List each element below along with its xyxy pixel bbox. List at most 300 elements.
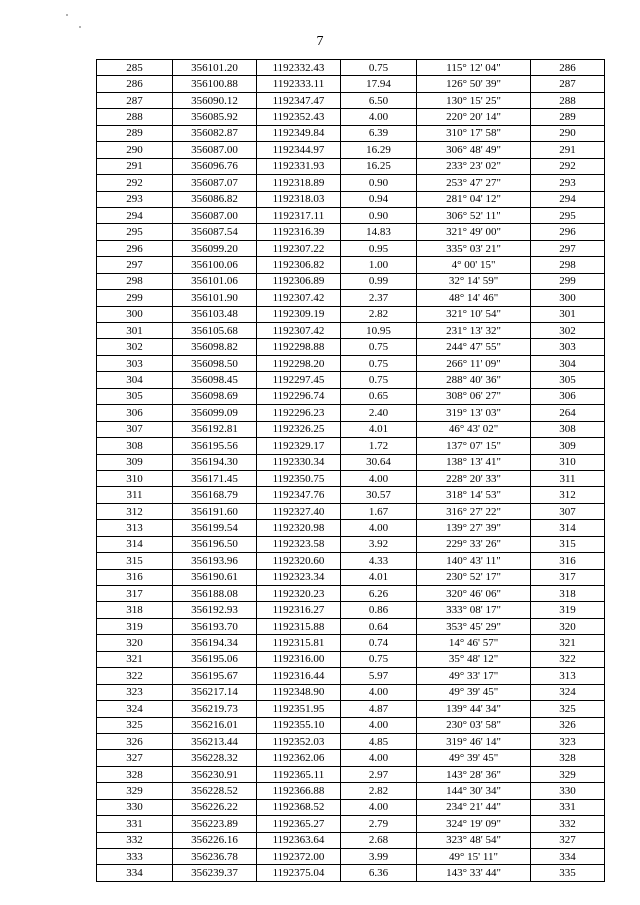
distance-cell: 0.75 xyxy=(341,372,417,388)
point-number-cell: 316 xyxy=(97,569,173,585)
x-coordinate-cell: 356217.14 xyxy=(173,684,257,700)
next-point-cell: 305 xyxy=(531,372,605,388)
y-coordinate-cell: 1192318.89 xyxy=(257,175,341,191)
x-coordinate-cell: 356099.09 xyxy=(173,405,257,421)
bearing-cell: 316° 27' 22" xyxy=(417,503,531,519)
distance-cell: 4.00 xyxy=(341,750,417,766)
distance-cell: 0.64 xyxy=(341,618,417,634)
distance-cell: 4.01 xyxy=(341,569,417,585)
distance-cell: 4.33 xyxy=(341,553,417,569)
x-coordinate-cell: 356087.00 xyxy=(173,142,257,158)
point-number-cell: 333 xyxy=(97,849,173,865)
next-point-cell: 299 xyxy=(531,273,605,289)
y-coordinate-cell: 1192365.11 xyxy=(257,766,341,782)
table-row xyxy=(97,290,605,306)
x-coordinate-cell: 356236.78 xyxy=(173,849,257,865)
x-coordinate-cell: 356195.56 xyxy=(173,438,257,454)
y-coordinate-cell: 1192352.43 xyxy=(257,109,341,125)
next-point-cell: 303 xyxy=(531,339,605,355)
y-coordinate-cell: 1192307.42 xyxy=(257,290,341,306)
next-point-cell: 330 xyxy=(531,783,605,799)
y-coordinate-cell: 1192349.84 xyxy=(257,125,341,141)
bearing-cell: 308° 06' 27" xyxy=(417,388,531,404)
y-coordinate-cell: 1192318.03 xyxy=(257,191,341,207)
point-number-cell: 298 xyxy=(97,273,173,289)
table-row xyxy=(97,849,605,865)
y-coordinate-cell: 1192320.23 xyxy=(257,586,341,602)
distance-cell: 1.72 xyxy=(341,438,417,454)
point-number-cell: 329 xyxy=(97,783,173,799)
y-coordinate-cell: 1192316.00 xyxy=(257,651,341,667)
x-coordinate-cell: 356194.34 xyxy=(173,635,257,651)
distance-cell: 0.90 xyxy=(341,175,417,191)
table-row xyxy=(97,635,605,651)
x-coordinate-cell: 356190.61 xyxy=(173,569,257,585)
bearing-cell: 253° 47' 27" xyxy=(417,175,531,191)
table-row xyxy=(97,602,605,618)
distance-cell: 4.85 xyxy=(341,733,417,749)
bearing-cell: 220° 20' 14" xyxy=(417,109,531,125)
distance-cell: 0.86 xyxy=(341,602,417,618)
point-number-cell: 302 xyxy=(97,339,173,355)
y-coordinate-cell: 1192323.58 xyxy=(257,536,341,552)
distance-cell: 0.75 xyxy=(341,651,417,667)
distance-cell: 0.94 xyxy=(341,191,417,207)
bearing-cell: 130° 15' 25" xyxy=(417,92,531,108)
distance-cell: 5.97 xyxy=(341,668,417,684)
y-coordinate-cell: 1192307.22 xyxy=(257,240,341,256)
x-coordinate-cell: 356085.92 xyxy=(173,109,257,125)
y-coordinate-cell: 1192347.76 xyxy=(257,487,341,503)
next-point-cell: 322 xyxy=(531,651,605,667)
table-row xyxy=(97,306,605,322)
y-coordinate-cell: 1192320.98 xyxy=(257,520,341,536)
distance-cell: 6.26 xyxy=(341,586,417,602)
table-row xyxy=(97,536,605,552)
table-row xyxy=(97,569,605,585)
x-coordinate-cell: 356219.73 xyxy=(173,701,257,717)
point-number-cell: 328 xyxy=(97,766,173,782)
point-number-cell: 286 xyxy=(97,76,173,92)
next-point-cell: 293 xyxy=(531,175,605,191)
point-number-cell: 287 xyxy=(97,92,173,108)
distance-cell: 2.37 xyxy=(341,290,417,306)
x-coordinate-cell: 356100.06 xyxy=(173,257,257,273)
point-number-cell: 300 xyxy=(97,306,173,322)
next-point-cell: 328 xyxy=(531,750,605,766)
table-row xyxy=(97,454,605,470)
point-number-cell: 303 xyxy=(97,355,173,371)
next-point-cell: 329 xyxy=(531,766,605,782)
y-coordinate-cell: 1192315.81 xyxy=(257,635,341,651)
x-coordinate-cell: 356103.48 xyxy=(173,306,257,322)
table-row xyxy=(97,816,605,832)
table-row xyxy=(97,438,605,454)
bearing-cell: 229° 33' 26" xyxy=(417,536,531,552)
point-number-cell: 289 xyxy=(97,125,173,141)
point-number-cell: 294 xyxy=(97,207,173,223)
next-point-cell: 323 xyxy=(531,733,605,749)
distance-cell: 1.67 xyxy=(341,503,417,519)
table-row xyxy=(97,257,605,273)
bearing-cell: 335° 03' 21" xyxy=(417,240,531,256)
next-point-cell: 331 xyxy=(531,799,605,815)
x-coordinate-cell: 356194.30 xyxy=(173,454,257,470)
distance-cell: 0.75 xyxy=(341,60,417,76)
point-number-cell: 311 xyxy=(97,487,173,503)
y-coordinate-cell: 1192348.90 xyxy=(257,684,341,700)
distance-cell: 4.00 xyxy=(341,799,417,815)
next-point-cell: 301 xyxy=(531,306,605,322)
distance-cell: 30.64 xyxy=(341,454,417,470)
table-row xyxy=(97,175,605,191)
x-coordinate-cell: 356101.20 xyxy=(173,60,257,76)
point-number-cell: 317 xyxy=(97,586,173,602)
point-number-cell: 318 xyxy=(97,602,173,618)
distance-cell: 4.00 xyxy=(341,109,417,125)
distance-cell: 0.90 xyxy=(341,207,417,223)
bearing-cell: 139° 44' 34" xyxy=(417,701,531,717)
y-coordinate-cell: 1192316.44 xyxy=(257,668,341,684)
distance-cell: 1.00 xyxy=(341,257,417,273)
x-coordinate-cell: 356230.91 xyxy=(173,766,257,782)
point-number-cell: 301 xyxy=(97,323,173,339)
table-row xyxy=(97,273,605,289)
distance-cell: 3.92 xyxy=(341,536,417,552)
distance-cell: 0.75 xyxy=(341,339,417,355)
table-row xyxy=(97,388,605,404)
y-coordinate-cell: 1192320.60 xyxy=(257,553,341,569)
point-number-cell: 291 xyxy=(97,158,173,174)
table-row xyxy=(97,60,605,76)
distance-cell: 2.79 xyxy=(341,816,417,832)
distance-cell: 4.00 xyxy=(341,520,417,536)
next-point-cell: 300 xyxy=(531,290,605,306)
x-coordinate-cell: 356192.81 xyxy=(173,421,257,437)
distance-cell: 6.36 xyxy=(341,865,417,881)
x-coordinate-cell: 356188.08 xyxy=(173,586,257,602)
bearing-cell: 228° 20' 33" xyxy=(417,470,531,486)
y-coordinate-cell: 1192306.89 xyxy=(257,273,341,289)
point-number-cell: 290 xyxy=(97,142,173,158)
bearing-cell: 288° 40' 36" xyxy=(417,372,531,388)
y-coordinate-cell: 1192368.52 xyxy=(257,799,341,815)
table-row xyxy=(97,224,605,240)
next-point-cell: 292 xyxy=(531,158,605,174)
y-coordinate-cell: 1192365.27 xyxy=(257,816,341,832)
x-coordinate-cell: 356228.52 xyxy=(173,783,257,799)
distance-cell: 6.50 xyxy=(341,92,417,108)
y-coordinate-cell: 1192372.00 xyxy=(257,849,341,865)
y-coordinate-cell: 1192296.74 xyxy=(257,388,341,404)
bearing-cell: 49° 15' 11" xyxy=(417,849,531,865)
table-row xyxy=(97,832,605,848)
table-row xyxy=(97,865,605,881)
point-number-cell: 307 xyxy=(97,421,173,437)
bearing-cell: 319° 46' 14" xyxy=(417,733,531,749)
y-coordinate-cell: 1192323.34 xyxy=(257,569,341,585)
table-row xyxy=(97,668,605,684)
next-point-cell: 297 xyxy=(531,240,605,256)
x-coordinate-cell: 356100.88 xyxy=(173,76,257,92)
next-point-cell: 334 xyxy=(531,849,605,865)
distance-cell: 4.87 xyxy=(341,701,417,717)
distance-cell: 30.57 xyxy=(341,487,417,503)
point-number-cell: 330 xyxy=(97,799,173,815)
distance-cell: 16.25 xyxy=(341,158,417,174)
y-coordinate-cell: 1192306.82 xyxy=(257,257,341,273)
next-point-cell: 304 xyxy=(531,355,605,371)
next-point-cell: 326 xyxy=(531,717,605,733)
page-number: 7 xyxy=(316,34,324,49)
x-coordinate-cell: 356196.50 xyxy=(173,536,257,552)
next-point-cell: 313 xyxy=(531,668,605,684)
point-number-cell: 304 xyxy=(97,372,173,388)
table-row xyxy=(97,799,605,815)
next-point-cell: 302 xyxy=(531,323,605,339)
table-row xyxy=(97,684,605,700)
distance-cell: 0.65 xyxy=(341,388,417,404)
y-coordinate-cell: 1192351.95 xyxy=(257,701,341,717)
bearing-cell: 35° 48' 12" xyxy=(417,651,531,667)
x-coordinate-cell: 356199.54 xyxy=(173,520,257,536)
point-number-cell: 288 xyxy=(97,109,173,125)
bearing-cell: 49° 39' 45" xyxy=(417,750,531,766)
y-coordinate-cell: 1192298.88 xyxy=(257,339,341,355)
bearing-cell: 231° 13' 32" xyxy=(417,323,531,339)
x-coordinate-cell: 356087.07 xyxy=(173,175,257,191)
point-number-cell: 312 xyxy=(97,503,173,519)
table-row xyxy=(97,142,605,158)
bearing-cell: 137° 07' 15" xyxy=(417,438,531,454)
bearing-cell: 140° 43' 11" xyxy=(417,553,531,569)
x-coordinate-cell: 356216.01 xyxy=(173,717,257,733)
bearing-cell: 333° 08' 17" xyxy=(417,602,531,618)
table-row xyxy=(97,586,605,602)
y-coordinate-cell: 1192329.17 xyxy=(257,438,341,454)
table-row xyxy=(97,717,605,733)
point-number-cell: 332 xyxy=(97,832,173,848)
x-coordinate-cell: 356101.90 xyxy=(173,290,257,306)
point-number-cell: 325 xyxy=(97,717,173,733)
bearing-cell: 318° 14' 53" xyxy=(417,487,531,503)
x-coordinate-cell: 356098.69 xyxy=(173,388,257,404)
point-number-cell: 306 xyxy=(97,405,173,421)
coordinates-table xyxy=(96,59,605,882)
bearing-cell: 306° 52' 11" xyxy=(417,207,531,223)
bearing-cell: 323° 48' 54" xyxy=(417,832,531,848)
next-point-cell: 287 xyxy=(531,76,605,92)
x-coordinate-cell: 356082.87 xyxy=(173,125,257,141)
next-point-cell: 321 xyxy=(531,635,605,651)
point-number-cell: 321 xyxy=(97,651,173,667)
x-coordinate-cell: 356098.45 xyxy=(173,372,257,388)
table-row xyxy=(97,618,605,634)
point-number-cell: 309 xyxy=(97,454,173,470)
next-point-cell: 307 xyxy=(531,503,605,519)
table-row xyxy=(97,701,605,717)
x-coordinate-cell: 356193.70 xyxy=(173,618,257,634)
x-coordinate-cell: 356090.12 xyxy=(173,92,257,108)
distance-cell: 4.01 xyxy=(341,421,417,437)
distance-cell: 17.94 xyxy=(341,76,417,92)
distance-cell: 16.29 xyxy=(341,142,417,158)
distance-cell: 0.99 xyxy=(341,273,417,289)
y-coordinate-cell: 1192363.64 xyxy=(257,832,341,848)
table-row xyxy=(97,92,605,108)
x-coordinate-cell: 356086.82 xyxy=(173,191,257,207)
table-row xyxy=(97,76,605,92)
scan-speck xyxy=(79,26,81,28)
table-row xyxy=(97,191,605,207)
point-number-cell: 305 xyxy=(97,388,173,404)
next-point-cell: 295 xyxy=(531,207,605,223)
bearing-cell: 32° 14' 59" xyxy=(417,273,531,289)
bearing-cell: 49° 33' 17" xyxy=(417,668,531,684)
x-coordinate-cell: 356098.82 xyxy=(173,339,257,355)
point-number-cell: 322 xyxy=(97,668,173,684)
table-row xyxy=(97,503,605,519)
table-row xyxy=(97,125,605,141)
next-point-cell: 327 xyxy=(531,832,605,848)
bearing-cell: 281° 04' 12" xyxy=(417,191,531,207)
y-coordinate-cell: 1192350.75 xyxy=(257,470,341,486)
point-number-cell: 334 xyxy=(97,865,173,881)
x-coordinate-cell: 356171.45 xyxy=(173,470,257,486)
bearing-cell: 230° 52' 17" xyxy=(417,569,531,585)
x-coordinate-cell: 356239.37 xyxy=(173,865,257,881)
point-number-cell: 310 xyxy=(97,470,173,486)
x-coordinate-cell: 356213.44 xyxy=(173,733,257,749)
bearing-cell: 310° 17' 58" xyxy=(417,125,531,141)
bearing-cell: 353° 45' 29" xyxy=(417,618,531,634)
point-number-cell: 295 xyxy=(97,224,173,240)
bearing-cell: 138° 13' 41" xyxy=(417,454,531,470)
x-coordinate-cell: 356192.93 xyxy=(173,602,257,618)
next-point-cell: 316 xyxy=(531,553,605,569)
bearing-cell: 115° 12' 04" xyxy=(417,60,531,76)
y-coordinate-cell: 1192316.39 xyxy=(257,224,341,240)
next-point-cell: 288 xyxy=(531,92,605,108)
table-row xyxy=(97,520,605,536)
bearing-cell: 139° 27' 39" xyxy=(417,520,531,536)
point-number-cell: 327 xyxy=(97,750,173,766)
table-row xyxy=(97,487,605,503)
distance-cell: 10.95 xyxy=(341,323,417,339)
y-coordinate-cell: 1192327.40 xyxy=(257,503,341,519)
bearing-cell: 244° 47' 55" xyxy=(417,339,531,355)
bearing-cell: 46° 43' 02" xyxy=(417,421,531,437)
scan-speck xyxy=(66,14,68,16)
next-point-cell: 291 xyxy=(531,142,605,158)
x-coordinate-cell: 356101.06 xyxy=(173,273,257,289)
next-point-cell: 319 xyxy=(531,602,605,618)
next-point-cell: 264 xyxy=(531,405,605,421)
distance-cell: 4.00 xyxy=(341,684,417,700)
x-coordinate-cell: 356098.50 xyxy=(173,355,257,371)
y-coordinate-cell: 1192366.88 xyxy=(257,783,341,799)
x-coordinate-cell: 356168.79 xyxy=(173,487,257,503)
table-row xyxy=(97,553,605,569)
next-point-cell: 312 xyxy=(531,487,605,503)
distance-cell: 4.00 xyxy=(341,717,417,733)
table-row xyxy=(97,651,605,667)
distance-cell: 3.99 xyxy=(341,849,417,865)
y-coordinate-cell: 1192309.19 xyxy=(257,306,341,322)
next-point-cell: 318 xyxy=(531,586,605,602)
table-row xyxy=(97,323,605,339)
distance-cell: 2.97 xyxy=(341,766,417,782)
next-point-cell: 311 xyxy=(531,470,605,486)
bearing-cell: 233° 23' 02" xyxy=(417,158,531,174)
bearing-cell: 4° 00' 15" xyxy=(417,257,531,273)
next-point-cell: 310 xyxy=(531,454,605,470)
y-coordinate-cell: 1192307.42 xyxy=(257,323,341,339)
point-number-cell: 324 xyxy=(97,701,173,717)
point-number-cell: 296 xyxy=(97,240,173,256)
next-point-cell: 289 xyxy=(531,109,605,125)
x-coordinate-cell: 356226.22 xyxy=(173,799,257,815)
x-coordinate-cell: 356195.06 xyxy=(173,651,257,667)
distance-cell: 0.74 xyxy=(341,635,417,651)
point-number-cell: 314 xyxy=(97,536,173,552)
distance-cell: 6.39 xyxy=(341,125,417,141)
bearing-cell: 266° 11' 09" xyxy=(417,355,531,371)
next-point-cell: 298 xyxy=(531,257,605,273)
bearing-cell: 14° 46' 57" xyxy=(417,635,531,651)
bearing-cell: 321° 10' 54" xyxy=(417,306,531,322)
point-number-cell: 319 xyxy=(97,618,173,634)
distance-cell: 2.68 xyxy=(341,832,417,848)
table-row xyxy=(97,109,605,125)
point-number-cell: 320 xyxy=(97,635,173,651)
next-point-cell: 325 xyxy=(531,701,605,717)
distance-cell: 2.82 xyxy=(341,306,417,322)
bearing-cell: 143° 33' 44" xyxy=(417,865,531,881)
next-point-cell: 335 xyxy=(531,865,605,881)
y-coordinate-cell: 1192316.27 xyxy=(257,602,341,618)
next-point-cell: 315 xyxy=(531,536,605,552)
point-number-cell: 323 xyxy=(97,684,173,700)
next-point-cell: 286 xyxy=(531,60,605,76)
next-point-cell: 308 xyxy=(531,421,605,437)
bearing-cell: 48° 14' 46" xyxy=(417,290,531,306)
y-coordinate-cell: 1192332.43 xyxy=(257,60,341,76)
next-point-cell: 320 xyxy=(531,618,605,634)
point-number-cell: 313 xyxy=(97,520,173,536)
next-point-cell: 332 xyxy=(531,816,605,832)
next-point-cell: 314 xyxy=(531,520,605,536)
table-row xyxy=(97,240,605,256)
next-point-cell: 306 xyxy=(531,388,605,404)
bearing-cell: 230° 03' 58" xyxy=(417,717,531,733)
y-coordinate-cell: 1192355.10 xyxy=(257,717,341,733)
y-coordinate-cell: 1192330.34 xyxy=(257,454,341,470)
bearing-cell: 324° 19' 09" xyxy=(417,816,531,832)
y-coordinate-cell: 1192326.25 xyxy=(257,421,341,437)
y-coordinate-cell: 1192347.47 xyxy=(257,92,341,108)
point-number-cell: 331 xyxy=(97,816,173,832)
table-row xyxy=(97,421,605,437)
distance-cell: 0.75 xyxy=(341,355,417,371)
y-coordinate-cell: 1192317.11 xyxy=(257,207,341,223)
distance-cell: 2.82 xyxy=(341,783,417,799)
bearing-cell: 321° 49' 00" xyxy=(417,224,531,240)
table-row xyxy=(97,750,605,766)
y-coordinate-cell: 1192315.88 xyxy=(257,618,341,634)
distance-cell: 14.83 xyxy=(341,224,417,240)
point-number-cell: 308 xyxy=(97,438,173,454)
